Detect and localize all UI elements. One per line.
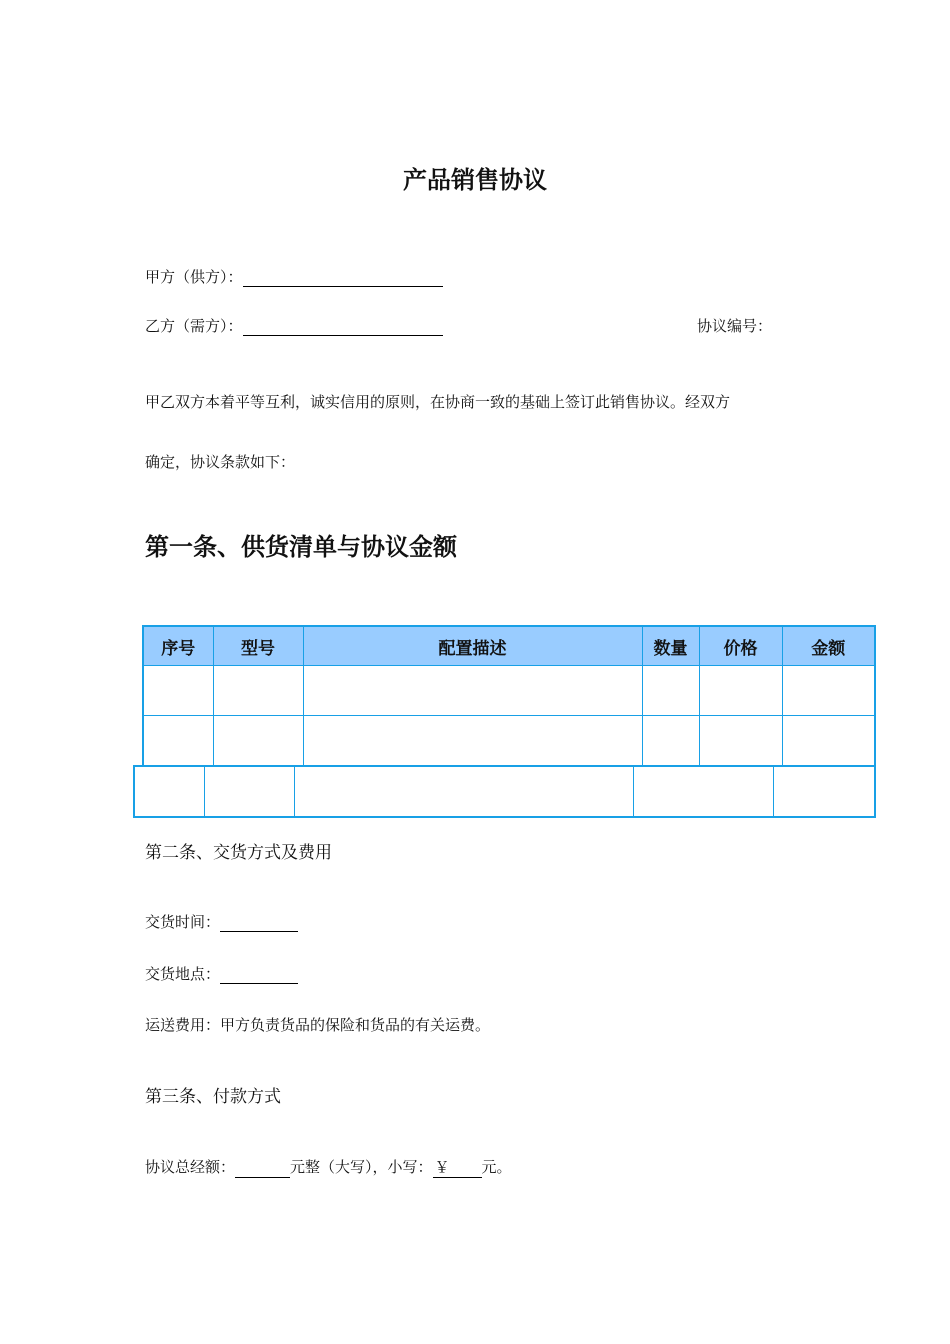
table-header-cell: 序号	[143, 626, 213, 666]
table-row	[143, 666, 875, 716]
party-b-row	[145, 315, 443, 336]
table-cell[interactable]	[134, 766, 204, 817]
intro-line-2: 确定，协议条款如下：	[145, 453, 296, 471]
table-cell[interactable]	[143, 716, 213, 767]
delivery-time-row	[145, 911, 298, 932]
party-a-blank[interactable]	[243, 270, 443, 287]
table-header-cell: 数量	[642, 626, 699, 666]
total-capital-blank[interactable]	[235, 1161, 290, 1178]
party-b-label: 乙方（需方）：	[145, 317, 243, 335]
table-cell[interactable]	[143, 666, 213, 716]
delivery-place-label: 交货地点：	[145, 965, 221, 983]
yuan-capital-text: 元整（大写），小写：	[290, 1158, 433, 1176]
total-amount-row	[145, 1156, 512, 1178]
party-b-blank[interactable]	[243, 319, 443, 336]
table-cell[interactable]	[782, 716, 875, 767]
intro-line-1: 甲乙双方本着平等互利，诚实信用的原则，在协商一致的基础上签订此销售协议。经双方	[145, 393, 731, 411]
table-cell[interactable]	[213, 716, 303, 767]
agreement-number-label: 协议编号：	[697, 317, 773, 335]
delivery-time-label: 交货时间：	[145, 913, 221, 931]
document-title: 产品销售协议	[403, 166, 547, 194]
delivery-place-row	[145, 963, 298, 984]
table-cell[interactable]	[699, 666, 782, 716]
table-header-cell: 价格	[699, 626, 782, 666]
table-cell[interactable]	[642, 716, 699, 767]
delivery-time-blank[interactable]	[220, 915, 298, 932]
table-cell[interactable]	[303, 716, 642, 767]
table-cell[interactable]	[303, 666, 642, 716]
section-2-heading: 第二条、交货方式及费用	[145, 843, 332, 863]
section-3-heading: 第三条、付款方式	[145, 1087, 281, 1107]
goods-table	[142, 625, 876, 767]
delivery-place-blank[interactable]	[220, 967, 298, 984]
currency-symbol: ￥	[434, 1158, 450, 1176]
table-cell[interactable]	[294, 766, 633, 817]
goods-table-extra-row	[133, 765, 876, 818]
table-row	[143, 716, 875, 767]
table-cell[interactable]	[633, 766, 773, 817]
table-cell[interactable]	[642, 666, 699, 716]
table-header-cell: 型号	[213, 626, 303, 666]
table-cell[interactable]	[204, 766, 294, 817]
table-header-row	[143, 626, 875, 666]
total-small-blank[interactable]	[452, 1161, 482, 1178]
table-header-cell: 金额	[782, 626, 875, 666]
total-amount-label: 协议总经额：	[145, 1158, 236, 1176]
table-header-cell: 配置描述	[303, 626, 642, 666]
party-a-row	[145, 266, 443, 287]
table-cell[interactable]	[699, 716, 782, 767]
shipping-cost-text: 运送费用：甲方负责货品的保险和货品的有关运费。	[145, 1016, 491, 1034]
table-row	[134, 766, 875, 817]
table-cell[interactable]	[782, 666, 875, 716]
party-a-label: 甲方（供方）：	[145, 268, 243, 286]
table-cell[interactable]	[773, 766, 875, 817]
table-cell[interactable]	[213, 666, 303, 716]
yuan-end-text: 元。	[481, 1158, 512, 1176]
section-1-heading: 第一条、供货清单与协议金额	[145, 533, 457, 561]
